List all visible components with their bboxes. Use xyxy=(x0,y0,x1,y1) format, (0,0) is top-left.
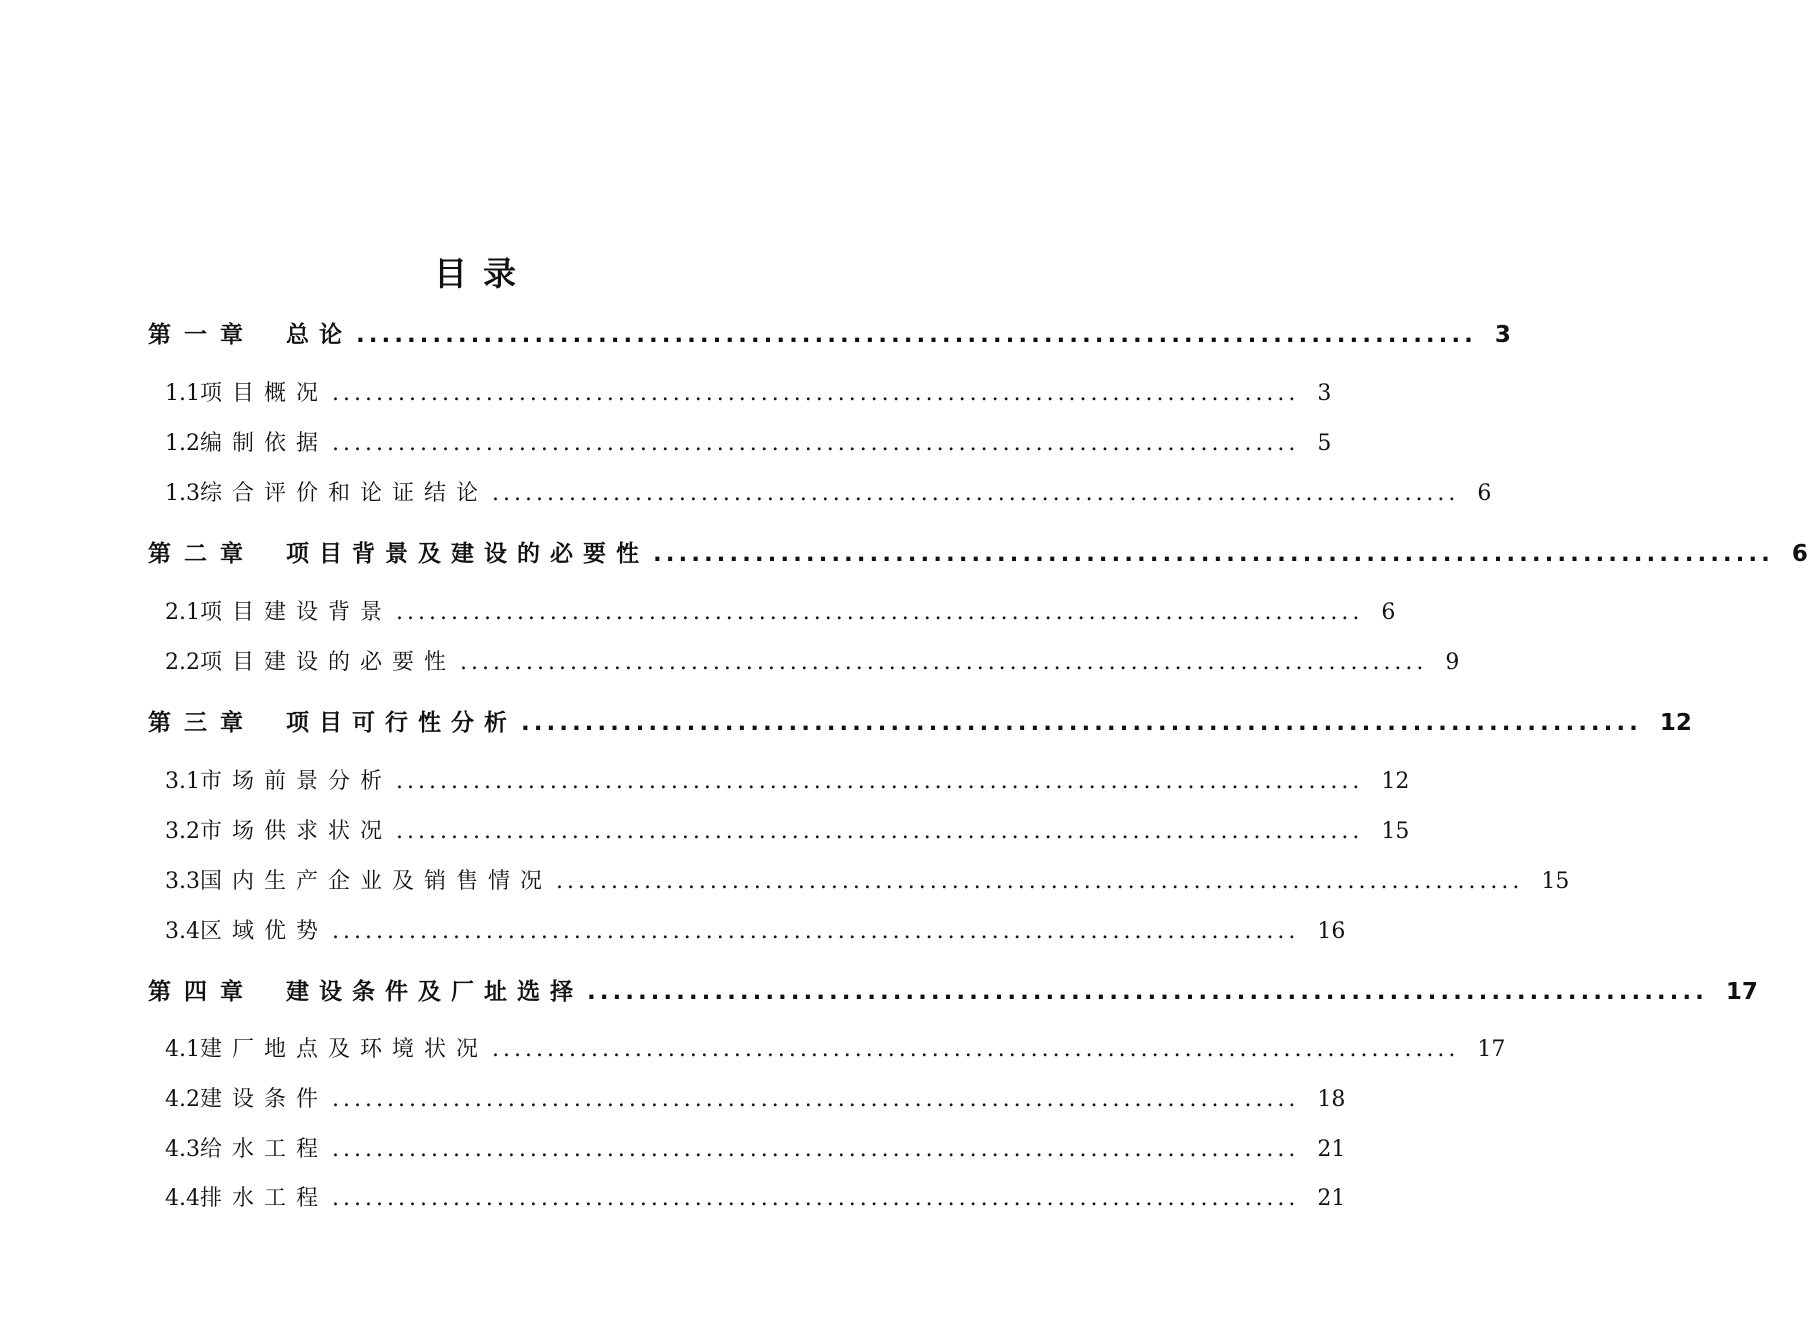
page-number: 9 xyxy=(1445,650,1460,675)
page-number: 17 xyxy=(1725,979,1758,1005)
dot-leader: ........................................................................................ xyxy=(332,1186,1300,1211)
section-title: 建设条件 xyxy=(200,1087,329,1112)
chapter-title: 总论 xyxy=(286,322,352,348)
section-title: 综合评价和论证结论 xyxy=(200,481,489,506)
dot-leader: ........................................................................................ xyxy=(492,1037,1460,1062)
dot-leader: ........................................................................................ xyxy=(653,541,1774,567)
dot-leader: ........................................................................................ xyxy=(332,381,1300,406)
dot-leader: ........................................................................................ xyxy=(396,769,1364,794)
page-number: 18 xyxy=(1317,1087,1346,1112)
section-title: 编制依据 xyxy=(200,431,329,456)
page-number: 3 xyxy=(1317,381,1332,406)
section-number: 2.2 xyxy=(165,650,200,675)
section-number: 2.1 xyxy=(165,600,200,625)
dot-leader: ........................................................................................ xyxy=(356,322,1477,348)
chapter-label: 第一章 xyxy=(148,322,256,348)
section-number: 3.2 xyxy=(165,819,200,844)
page-number: 16 xyxy=(1317,919,1346,944)
toc-chapter-2[interactable] xyxy=(148,535,1808,568)
dot-leader: ........................................................................................ xyxy=(460,650,1428,675)
toc-section-4-4[interactable] xyxy=(165,1181,1346,1212)
dot-leader: ........................................................................................ xyxy=(396,819,1364,844)
toc-section-3-4[interactable] xyxy=(165,914,1346,945)
section-number: 3.3 xyxy=(165,869,200,894)
toc-section-4-1[interactable] xyxy=(165,1032,1506,1063)
dot-leader: ........................................................................................ xyxy=(587,979,1708,1005)
dot-leader: ........................................................................................ xyxy=(332,1087,1300,1112)
section-number: 4.2 xyxy=(165,1087,200,1112)
section-number: 1.1 xyxy=(165,381,200,406)
chapter-label: 第二章 xyxy=(148,541,256,567)
toc-chapter-3[interactable] xyxy=(148,704,1692,737)
page-number: 21 xyxy=(1317,1186,1346,1211)
toc-chapter-4[interactable] xyxy=(148,973,1758,1006)
page-title: 目录 xyxy=(434,254,532,293)
page-number: 12 xyxy=(1381,769,1410,794)
section-number: 4.1 xyxy=(165,1037,200,1062)
toc-section-2-2[interactable] xyxy=(165,645,1460,676)
section-title: 给水工程 xyxy=(200,1137,329,1162)
chapter-title: 建设条件及厂址选择 xyxy=(286,979,583,1005)
toc-chapter-1[interactable] xyxy=(148,316,1511,349)
dot-leader: ........................................................................................ xyxy=(332,431,1300,456)
dot-leader: ........................................................................................ xyxy=(332,1137,1300,1162)
section-number: 4.3 xyxy=(165,1137,200,1162)
section-title: 市场供求状况 xyxy=(200,819,393,844)
toc-section-1-2[interactable] xyxy=(165,426,1332,457)
page-number: 5 xyxy=(1317,431,1332,456)
chapter-title: 项目背景及建设的必要性 xyxy=(286,541,649,567)
section-title: 市场前景分析 xyxy=(200,769,393,794)
page-number: 6 xyxy=(1381,600,1396,625)
page-number: 17 xyxy=(1477,1037,1506,1062)
dot-leader: ........................................................................................ xyxy=(556,869,1524,894)
toc-section-3-3[interactable] xyxy=(165,864,1570,895)
section-number: 3.1 xyxy=(165,769,200,794)
section-title: 国内生产企业及销售情况 xyxy=(200,869,553,894)
section-number: 3.4 xyxy=(165,919,200,944)
page-number: 15 xyxy=(1541,869,1570,894)
section-title: 项目建设的必要性 xyxy=(200,650,457,675)
chapter-label: 第三章 xyxy=(148,710,256,736)
section-number: 1.3 xyxy=(165,481,200,506)
page-number: 6 xyxy=(1791,541,1808,567)
page-number: 12 xyxy=(1659,710,1692,736)
chapter-title: 项目可行性分析 xyxy=(286,710,517,736)
dot-leader: ........................................................................................ xyxy=(492,481,1460,506)
dot-leader: ........................................................................................ xyxy=(521,710,1642,736)
dot-leader: ........................................................................................ xyxy=(396,600,1364,625)
dot-leader: ........................................................................................ xyxy=(332,919,1300,944)
section-number: 4.4 xyxy=(165,1186,200,1211)
toc-section-3-2[interactable] xyxy=(165,814,1410,845)
toc-section-3-1[interactable] xyxy=(165,764,1410,795)
toc-section-2-1[interactable] xyxy=(165,595,1396,626)
section-title: 项目概况 xyxy=(200,381,329,406)
page-number: 6 xyxy=(1477,481,1492,506)
section-number: 1.2 xyxy=(165,431,200,456)
section-title: 区域优势 xyxy=(200,919,329,944)
section-title: 排水工程 xyxy=(200,1186,329,1211)
section-title: 建厂地点及环境状况 xyxy=(200,1037,489,1062)
toc-section-4-3[interactable] xyxy=(165,1132,1346,1163)
page-number: 3 xyxy=(1494,322,1511,348)
page-number: 21 xyxy=(1317,1137,1346,1162)
toc-section-1-1[interactable] xyxy=(165,376,1332,407)
toc-section-4-2[interactable] xyxy=(165,1082,1346,1113)
chapter-label: 第四章 xyxy=(148,979,256,1005)
section-title: 项目建设背景 xyxy=(200,600,393,625)
toc-section-1-3[interactable] xyxy=(165,476,1492,507)
page-number: 15 xyxy=(1381,819,1410,844)
